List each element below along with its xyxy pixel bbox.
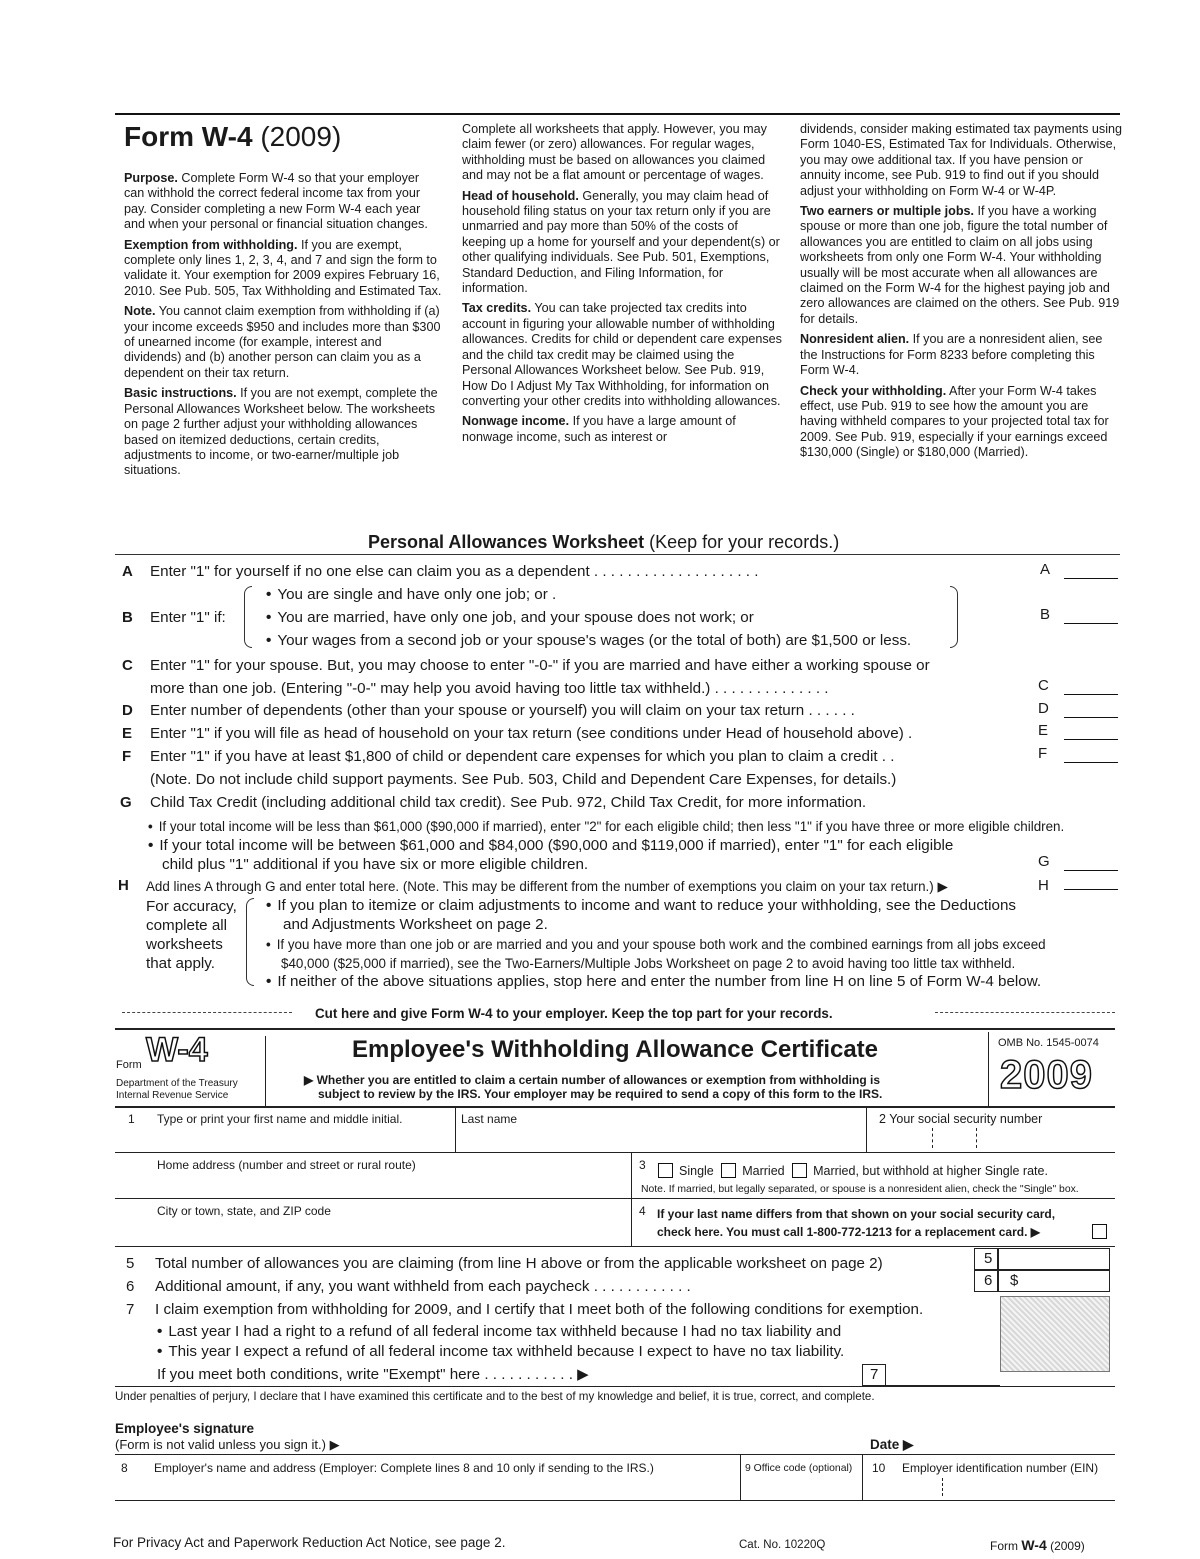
header-paragraph [124, 304, 442, 381]
paragraph-text: If you have a large amount of nonwage income, such as interest or [462, 414, 736, 444]
blank-g[interactable] [1064, 853, 1118, 871]
dollar-sign: $ [1010, 1272, 1019, 1289]
line-c-text-1: Enter "1" for your spouse. But, you may choose to enter "-0-" if you are married and have either a working spouse or [150, 657, 930, 674]
header-paragraph [124, 171, 442, 233]
signature-note: (Form is not valid unless you sign it.) ▶ [115, 1437, 340, 1452]
married-higher-checkbox[interactable] [792, 1163, 807, 1178]
filing-status-note: Note. If married, but legally separated, or spouse is a nonresident alien, check the "Single" box. [641, 1184, 1079, 1195]
line-b-option-1: • You are single and have only one job; or . [266, 586, 556, 604]
blank-c[interactable] [1064, 677, 1118, 695]
paragraph-text: Complete all worksheets that apply. However, you may claim fewer (or zero) allowances. For regular wages, withholding must be based on allowances you claimed and may not be a flat amount or percentage of wages. [462, 122, 767, 183]
accuracy-label-2: complete all [146, 917, 228, 934]
paragraph-text: You cannot claim exemption from withholding if (a) your income exceeds $950 and includes more than $300 of unearned income (for example, interest and dividends) and (b) another person can claim you as a dependent on their tax return. [124, 304, 441, 380]
footer-form-word: Form [990, 1539, 1018, 1553]
line5-number: 5 [126, 1255, 135, 1272]
footer-form-name: W-4 [1021, 1537, 1047, 1553]
line-e-text: Enter "1" if you will file as head of household on your tax return (see conditions under Head of household above) . [150, 725, 913, 742]
cert-row-rule-4 [115, 1246, 1115, 1247]
line9-divider [740, 1454, 741, 1500]
blank-label-b: B [1040, 606, 1051, 623]
cert-vrule-left [265, 1036, 266, 1106]
footer-privacy-notice: For Privacy Act and Paperwork Reduction Act Notice, see page 2. [113, 1535, 506, 1550]
header-paragraph [462, 122, 782, 184]
line-g-text-4: child plus "1" additional if you have six or more eligible children. [162, 856, 589, 873]
line6-text: Additional amount, if any, you want withheld from each paycheck . . . . . . . . . . . . [155, 1278, 691, 1295]
line-h-text: Add lines A through G and enter total here. (Note. This may be different from the number of exemptions you claim on your tax return.) ▶ [146, 879, 948, 894]
paragraph-text: If you are exempt, complete only lines 1, 2, 3, 4, and 7 and sign the form to validate it. Your exemption for 2009 expires February 16, 2010. See Pub. 505, Tax Withholding and Estimated Tax. [124, 237, 442, 298]
footer-form-year: (2009) [1050, 1539, 1085, 1553]
exempt-field[interactable] [886, 1364, 1000, 1386]
footer-form-label [990, 1536, 1085, 1555]
header-paragraph [462, 301, 782, 409]
line-letter-f: F [122, 748, 132, 765]
cert-row-rule-2 [115, 1152, 1115, 1153]
date-label: Date ▶ [870, 1437, 914, 1452]
line1-number: 1 [128, 1112, 135, 1126]
cert-row-rule-6 [115, 1454, 1115, 1455]
box5-number: 5 [984, 1250, 993, 1267]
accuracy-item-1b: and Adjustments Worksheet on page 2. [283, 916, 548, 933]
header-paragraph [800, 332, 1122, 378]
cert-dept-2: Internal Revenue Service [116, 1090, 229, 1101]
paragraph-text: If you are not exempt, complete the Personal Allowances Worksheet below. The worksheets on page 2 further adjust your withholding allowances based on itemized deductions, certain credits, adjustments to income, or two-earner/multiple job situations. [124, 386, 438, 478]
line-letter-a: A [122, 563, 133, 580]
single-label: Single [679, 1164, 714, 1178]
last-name-label: Last name [461, 1112, 518, 1126]
paragraph-text: Generally, you may claim head of household filing status on your tax return only if you are unmarried and pay more than 50% of the costs of keeping up a home for yourself and your dependent(s) or other qualifying individuals. See Pub. 501, Exemptions, Standard Deduction, and Filing Information, for information. [462, 188, 780, 296]
home-address-label: Home address (number and street or rural route) [157, 1158, 416, 1172]
worksheet-title-note: (Keep for your records.) [649, 532, 840, 552]
signature-label: Employee's signature [115, 1421, 255, 1436]
header-column-3 [800, 122, 1122, 466]
ein-field[interactable] [870, 1477, 1110, 1497]
paragraph-heading: Check your withholding. [800, 383, 947, 398]
cert-subtitle-2: subject to review by the IRS. Your employer may be required to send a copy of this form to the IRS. [318, 1087, 883, 1101]
paragraph-heading: Nonwage income. [462, 414, 570, 429]
paragraph-heading: Tax credits. [462, 301, 532, 316]
footer-cat-number: Cat. No. 10220Q [739, 1539, 826, 1551]
ssn-divider [866, 1106, 867, 1152]
line-c-text-2: more than one job. (Entering "-0-" may help you avoid having too little tax withheld.) . . . . . . . . . . . . . . [150, 680, 829, 697]
line-letter-b: B [122, 609, 133, 626]
line-g-text-1: Child Tax Credit (including additional child tax credit). See Pub. 972, Child Tax Credit, for more information. [150, 794, 867, 811]
line-b-option-2: • You are married, have only one job, and your spouse does not work; or [266, 609, 754, 627]
cert-row-rule-7 [115, 1500, 1115, 1501]
line7-text: I claim exemption from withholding for 2009, and I certify that I meet both of the following conditions for exemption. [155, 1301, 924, 1318]
status-divider [631, 1152, 632, 1246]
line-f-text-1: Enter "1" if you have at least $1,800 of child or dependent care expenses for which you plan to claim a credit . . [150, 748, 895, 765]
accuracy-item-2a: • If you have more than one job or are married and you and your spouse both work and the combined earnings from all jobs exceed [266, 936, 1046, 954]
cert-dept-1: Department of the Treasury [116, 1078, 238, 1089]
paragraph-heading: Two earners or multiple jobs. [800, 204, 975, 219]
cert-top-rule [115, 1028, 1115, 1030]
line7-number: 7 [126, 1301, 135, 1318]
office-code-field[interactable] [745, 1477, 857, 1497]
cert-row-rule-5 [115, 1386, 1115, 1387]
blank-a[interactable] [1064, 561, 1118, 579]
header-paragraph [462, 414, 782, 445]
paragraph-heading: Basic instructions. [124, 386, 237, 401]
box6-number: 6 [984, 1272, 993, 1289]
allowances-field[interactable] [998, 1248, 1110, 1270]
omb-number: OMB No. 1545-0074 [998, 1037, 1099, 1049]
blank-label-c: C [1038, 677, 1049, 694]
line-g-text-2: • If your total income will be less than $61,000 ($90,000 if married), enter "2" for each eligible child; then less "1" if you have three or more eligible children. [148, 818, 1064, 836]
blank-b[interactable] [1064, 606, 1118, 624]
cut-instruction: Cut here and give Form W-4 to your employer. Keep the top part for your records. [315, 1006, 833, 1021]
married-label: Married [742, 1164, 785, 1178]
header-column-1 [124, 122, 442, 484]
ssn-label: 2 Your social security number [879, 1112, 1043, 1126]
line10-divider [862, 1454, 863, 1500]
line4-text-2: check here. You must call 1-800-772-1213 for a replacement card. ▶ [657, 1225, 1040, 1239]
cert-row-rule-1 [115, 1106, 1115, 1108]
blank-f[interactable] [1064, 745, 1118, 763]
paragraph-text: If you are a nonresident alien, see the Instructions for Form 8233 before completing this Form W-4. [800, 332, 1103, 378]
line-letter-e: E [122, 725, 133, 742]
header-paragraph [462, 189, 782, 297]
blank-h[interactable] [1064, 877, 1118, 890]
filing-status-options [654, 1163, 1048, 1178]
cert-form-name: W-4 [146, 1031, 208, 1069]
city-field[interactable] [157, 1218, 627, 1244]
cert-row-rule-3 [115, 1198, 1115, 1199]
cert-form-word: Form [116, 1059, 142, 1071]
worksheet-title [368, 531, 839, 553]
signature-field[interactable] [380, 1426, 850, 1452]
worksheet-rule [115, 554, 1120, 555]
line-g-text-3: • If your total income will be between $61,000 and $84,000 ($90,000 and $119,000 if married), enter "1" for each eligible [148, 837, 953, 855]
last-name-field[interactable] [460, 1126, 860, 1150]
cert-subtitle-1: ▶ Whether you are entitled to claim a certain number of allowances or exemption from withholding is [304, 1073, 880, 1087]
worksheet-title-text: Personal Allowances Worksheet [368, 532, 645, 552]
city-label: City or town, state, and ZIP code [157, 1204, 331, 1218]
paragraph-heading: Exemption from withholding. [124, 237, 298, 252]
accuracy-brace [246, 898, 254, 986]
line-letter-d: D [122, 702, 133, 719]
form-title-name: Form W-4 [124, 121, 253, 152]
shaded-area [1000, 1296, 1110, 1372]
form-title-year: (2009) [260, 121, 342, 152]
paragraph-heading: Note. [124, 304, 156, 319]
brace-left-b [244, 586, 252, 648]
line4-text-1: If your last name differs from that shown on your social security card, [657, 1207, 1056, 1221]
employer-name-field[interactable] [154, 1477, 734, 1497]
line7-condition-2: • This year I expect a refund of all federal income tax withheld because I expect to have no tax liability. [157, 1343, 844, 1361]
name-divider [455, 1106, 456, 1152]
line-b-option-3: • Your wages from a second job or your spouse's wages (or the total of both) are $1,500 or less. [266, 632, 911, 650]
paragraph-heading: Nonresident alien. [800, 332, 910, 347]
married-higher-label: Married, but withhold at higher Single rate. [813, 1164, 1048, 1178]
line-f-text-2: (Note. Do not include child support payments. See Pub. 503, Child and Dependent Care Expenses, for details.) [150, 771, 897, 788]
header-paragraph [800, 384, 1122, 461]
paragraph-text: dividends, consider making estimated tax payments using Form 1040-ES, Estimated Tax for Individuals. Otherwise, you may owe additional tax. If you have pension or annuity income, see Pub. 919 to find out if you should adjust your withholding on Form W-4 or W-4P. [800, 122, 1123, 198]
accuracy-label-3: worksheets [146, 936, 223, 953]
blank-label-d: D [1038, 700, 1049, 717]
header-paragraph [800, 122, 1122, 199]
header-col1-paragraphs [124, 171, 442, 479]
form-title [124, 122, 442, 152]
paragraph-text: If you have a working spouse or more than one job, figure the total number of allowances you are entitled to claim on all jobs using worksheets from only one Form W-4. Your withholding usually will be most accurate when all allowances are claimed on the Form W-4 for the highest paying job and zero allowances are claimed on the others. See Pub. 919 for details. [800, 204, 1120, 326]
first-name-field[interactable] [157, 1126, 447, 1150]
perjury-statement: Under penalties of perjury, I declare that I have examined this certificate and to the best of my knowledge and belief, it is true, correct, and complete. [115, 1390, 875, 1403]
paragraph-text: You can take projected tax credits into account in figuring your allowable number of withholding allowances. Credits for child or dependent care expenses and the child tax credit may be claimed using the Personal Allowances Worksheet below. See Pub. 919, How Do I Adjust My Tax Withholding, for information on converting your other credits into withholding allowances. [462, 301, 782, 408]
accuracy-item-1a: • If you plan to itemize or claim adjustments to income and want to reduce your withholding, see the Deductions [266, 897, 1016, 915]
first-name-label: Type or print your first name and middle initial. [157, 1112, 403, 1126]
line4-number: 4 [639, 1204, 646, 1218]
cut-dashes-left [122, 1012, 292, 1013]
header-paragraph [124, 386, 442, 478]
cut-dashes-right [935, 1012, 1115, 1013]
paragraph-text: Complete Form W-4 so that your employer can withhold the correct federal income tax from your pay. Consider completing a new Form W-4 each year and when your personal or financial situation changes. [124, 171, 428, 232]
line-a-text: Enter "1" for yourself if no one else can claim you as a dependent . . . . . . . . . . . . . . . . . . . . [150, 563, 759, 580]
paragraph-text: After your Form W-4 takes effect, use Pub. 919 to see how the amount you are having withheld compares to your projected total tax for 2009. See Pub. 919, especially if your earnings exceed $130,000 (Single) or $180,000 (Married). [800, 383, 1109, 460]
ssn-field[interactable] [872, 1126, 1112, 1150]
line7-exempt-text: If you meet both conditions, write "Exempt" here . . . . . . . . . . . ▶ [157, 1366, 589, 1383]
line-d-text: Enter number of dependents (other than your spouse or yourself) you will claim on your tax return . . . . . . [150, 702, 855, 719]
line-letter-g: G [120, 794, 132, 811]
date-field[interactable] [930, 1430, 1110, 1452]
line3-number: 3 [639, 1158, 646, 1172]
line-b-lead: Enter "1" if: [150, 609, 226, 626]
blank-label-g: G [1038, 853, 1050, 870]
cert-title: Employee's Withholding Allowance Certificate [352, 1036, 879, 1063]
married-checkbox[interactable] [721, 1163, 736, 1178]
paragraph-heading: Purpose. [124, 171, 178, 185]
line6-number: 6 [126, 1278, 135, 1295]
blank-label-a: A [1040, 561, 1051, 578]
home-address-field[interactable] [157, 1172, 627, 1196]
line-letter-h: H [118, 877, 129, 894]
blank-e[interactable] [1064, 722, 1118, 740]
name-differs-checkbox[interactable] [1092, 1224, 1107, 1239]
cert-vrule-right [988, 1032, 989, 1106]
header-column-2 [462, 122, 782, 450]
blank-label-f: F [1038, 745, 1048, 762]
line7-condition-1: • Last year I had a right to a refund of all federal income tax withheld because I had no tax liability and [157, 1323, 841, 1341]
line10-number: 10 [872, 1461, 886, 1475]
single-checkbox[interactable] [658, 1163, 673, 1178]
box7-number: 7 [870, 1366, 879, 1383]
line8-label: Employer's name and address (Employer: Complete lines 8 and 10 only if sending to the IRS.) [154, 1461, 654, 1475]
accuracy-label-1: For accuracy, [146, 898, 237, 915]
top-rule [115, 113, 1120, 115]
accuracy-label-4: that apply. [146, 955, 215, 972]
ein-label: Employer identification number (EIN) [902, 1461, 1099, 1475]
blank-label-e: E [1038, 722, 1049, 739]
accuracy-item-3: • If neither of the above situations applies, stop here and enter the number from line H on line 5 of Form W-4 below. [266, 973, 1041, 991]
brace-right-b [950, 586, 958, 648]
line5-text: Total number of allowances you are claiming (from line H above or from the applicable worksheet on page 2) [155, 1255, 883, 1272]
blank-label-h: H [1038, 877, 1049, 894]
header-paragraph [800, 204, 1122, 327]
line8-number: 8 [121, 1461, 128, 1475]
header-paragraph [124, 238, 442, 300]
tax-year-outline: 2009 [1000, 1053, 1093, 1097]
paragraph-heading: Head of household. [462, 188, 579, 203]
line-letter-c: C [122, 657, 133, 674]
blank-d[interactable] [1064, 700, 1118, 718]
office-code-label: 9 Office code (optional) [745, 1463, 853, 1474]
accuracy-item-2b: $40,000 ($25,000 if married), see the Two-Earners/Multiple Jobs Worksheet on page 2 to avoid having too little tax withheld. [281, 956, 1016, 971]
